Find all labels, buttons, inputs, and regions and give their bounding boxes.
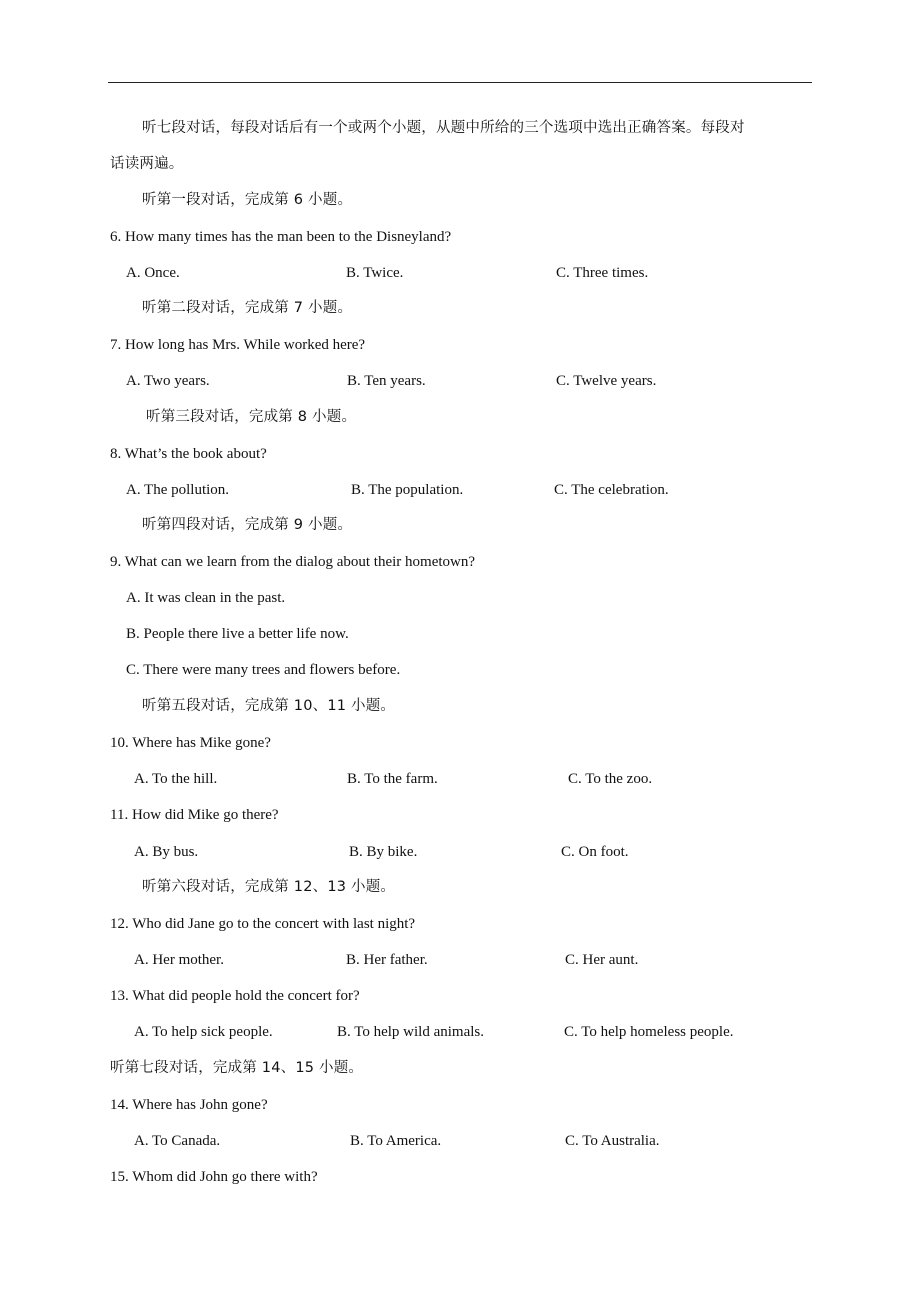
- section-heading-4: 听第四段对话，完成第 9 小题。: [142, 517, 353, 533]
- question-14: 14. Where has John gone?: [110, 1097, 268, 1113]
- q10-option-a: A. To the hill.: [134, 771, 218, 787]
- header-rule: [108, 82, 812, 83]
- question-6: 6. How many times has the man been to the Disneyland?: [110, 229, 452, 245]
- q14-option-c: C. To Australia.: [565, 1133, 660, 1149]
- section-heading-7: 听第七段对话，完成第 14、15 小题。: [110, 1060, 364, 1076]
- instructions-line-2: 话读两遍。: [110, 156, 184, 172]
- q6-option-b: B. Twice.: [346, 265, 404, 281]
- question-10: 10. Where has Mike gone?: [110, 735, 271, 751]
- instructions-line-1: 听七段对话，每段对话后有一个或两个小题，从题中所给的三个选项中选出正确答案。每段对: [142, 120, 745, 136]
- q9-option-b: B. People there live a better life now.: [126, 626, 349, 642]
- q7-option-b: B. Ten years.: [347, 373, 426, 389]
- q12-option-c: C. Her aunt.: [565, 952, 639, 968]
- q14-option-a: A. To Canada.: [134, 1133, 221, 1149]
- section-heading-1: 听第一段对话，完成第 6 小题。: [142, 192, 353, 208]
- question-11: 11. How did Mike go there?: [110, 807, 279, 823]
- q9-option-a: A. It was clean in the past.: [126, 590, 286, 606]
- q6-option-c: C. Three times.: [556, 265, 649, 281]
- q6-option-a: A. Once.: [126, 265, 180, 281]
- section-heading-2: 听第二段对话，完成第 7 小题。: [142, 300, 353, 316]
- q10-option-b: B. To the farm.: [347, 771, 438, 787]
- q7-option-c: C. Twelve years.: [556, 373, 657, 389]
- question-7: 7. How long has Mrs. While worked here?: [110, 337, 366, 353]
- q11-option-c: C. On foot.: [561, 844, 629, 860]
- question-15: 15. Whom did John go there with?: [110, 1169, 318, 1185]
- q10-option-c: C. To the zoo.: [568, 771, 653, 787]
- question-13: 13. What did people hold the concert for?: [110, 988, 360, 1004]
- q8-option-c: C. The celebration.: [554, 482, 669, 498]
- q11-option-a: A. By bus.: [134, 844, 199, 860]
- q9-option-c: C. There were many trees and flowers before.: [126, 662, 401, 678]
- q13-option-b: B. To help wild animals.: [337, 1024, 484, 1040]
- question-9: 9. What can we learn from the dialog about their hometown?: [110, 554, 476, 570]
- q8-option-a: A. The pollution.: [126, 482, 230, 498]
- q7-option-a: A. Two years.: [126, 373, 210, 389]
- section-heading-5: 听第五段对话，完成第 10、11 小题。: [142, 698, 396, 714]
- question-8: 8. What’s the book about?: [110, 446, 267, 462]
- section-heading-3: 听第三段对话，完成第 8 小题。: [146, 409, 357, 425]
- q13-option-a: A. To help sick people.: [134, 1024, 273, 1040]
- q13-option-c: C. To help homeless people.: [564, 1024, 734, 1040]
- question-12: 12. Who did Jane go to the concert with last night?: [110, 916, 416, 932]
- q14-option-b: B. To America.: [350, 1133, 442, 1149]
- section-heading-6: 听第六段对话，完成第 12、13 小题。: [142, 879, 396, 895]
- q8-option-b: B. The population.: [351, 482, 464, 498]
- q12-option-a: A. Her mother.: [134, 952, 224, 968]
- q12-option-b: B. Her father.: [346, 952, 428, 968]
- q11-option-b: B. By bike.: [349, 844, 418, 860]
